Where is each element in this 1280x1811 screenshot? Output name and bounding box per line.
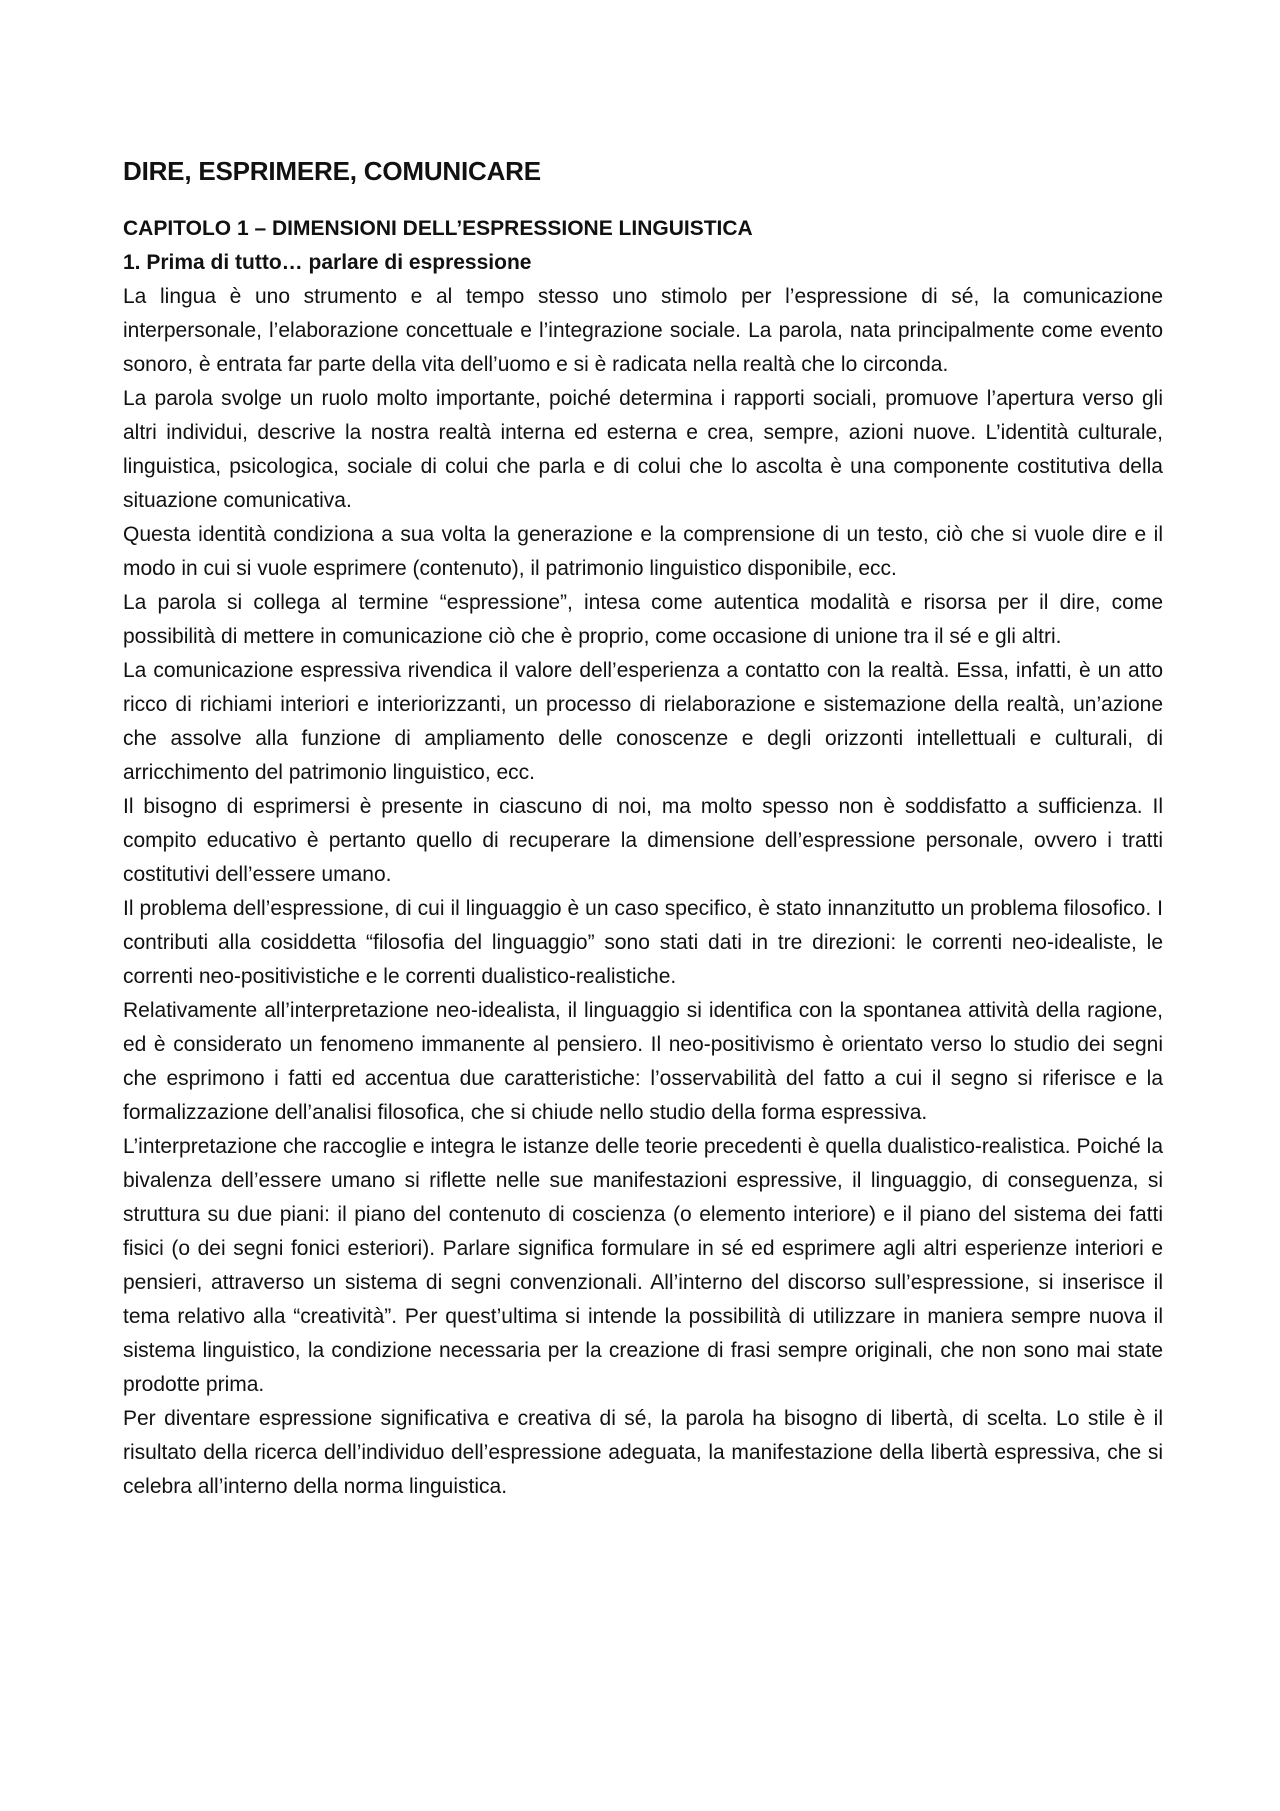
paragraph-4: La parola si collega al termine “espressione”, intesa come autentica modalità e risorsa per il dire, come possibilità di mettere in comunicazione ciò che è proprio, come occasione di unione tra il sé e gli altri. <box>123 591 1163 648</box>
paragraph-9: L’interpretazione che raccoglie e integra le istanze delle teorie precedenti è quella dualistico-realistica. Poiché la bivalenza dell’essere umano si riflette nelle sue manifestazioni espressive, il linguaggio, di conseguenza, si struttura su due piani: il piano del contenuto di coscienza (o elemento interiore) e il piano del sistema dei fatti fisici (o dei segni fonici esteriori). Parlare significa formulare in sé ed esprimere agli altri esperienze interiori e pensieri, attraverso un sistema di segni convenzionali. All’interno del discorso sull’espressione, si inserisce il tema relativo alla “creatività”. Per quest’ultima si intende la possibilità di utilizzare in maniera sempre nuova il sistema linguistico, la condizione necessaria per la creazione di frasi sempre originali, che non sono mai state prodotte prima. <box>123 1135 1163 1396</box>
paragraph-6: Il bisogno di esprimersi è presente in ciascuno di noi, ma molto spesso non è soddisfatto a sufficienza. Il compito educativo è pertanto quello di recuperare la dimensione dell’espressione personale, ovvero i tratti costitutivi dell’essere umano. <box>123 795 1163 886</box>
paragraph-5: La comunicazione espressiva rivendica il valore dell’esperienza a contatto con la realtà. Essa, infatti, è un atto ricco di richiami interiori e interiorizzanti, un processo di rielaborazione e sistemazione della realtà, un’azione che assolve alla funzione di ampliamento delle conoscenze e degli orizzonti intellettuali e culturali, di arricchimento del patrimonio linguistico, ecc. <box>123 659 1163 784</box>
section-title: 1. Prima di tutto… parlare di espressione <box>123 251 532 274</box>
paragraph-10: Per diventare espressione significativa e creativa di sé, la parola ha bisogno di libertà, di scelta. Lo stile è il risultato della ricerca dell’individuo dell’espressione adeguata, la manifestazione della libertà espressiva, che si celebra all’interno della norma linguistica. <box>123 1407 1163 1498</box>
paragraph-2: La parola svolge un ruolo molto importante, poiché determina i rapporti sociali, promuove l’apertura verso gli altri individui, descrive la nostra realtà interna ed esterna e crea, sempre, azioni nuove. L’identità culturale, linguistica, psicologica, sociale di colui che parla e di colui che lo ascolta è una componente costitutiva della situazione comunicativa. <box>123 387 1163 512</box>
paragraph-1: La lingua è uno strumento e al tempo stesso uno stimolo per l’espressione di sé, la comunicazione interpersonale, l’elaborazione concettuale e l’integrazione sociale. La parola, nata principalmente come evento sonoro, è entrata far parte della vita dell’uomo e si è radicata nella realtà che lo circonda. <box>123 285 1163 376</box>
chapter-title: CAPITOLO 1 – DIMENSIONI DELL’ESPRESSIONE LINGUISTICA <box>123 217 753 240</box>
document-title: DIRE, ESPRIMERE, COMUNICARE <box>123 156 541 186</box>
document-page <box>123 154 1163 1504</box>
paragraph-7: Il problema dell’espressione, di cui il linguaggio è un caso specifico, è stato innanzitutto un problema filosofico. I contributi alla cosiddetta “filosofia del linguaggio” sono stati dati in tre direzioni: le correnti neo-idealiste, le correnti neo-positivistiche e le correnti dualistico-realistiche. <box>123 897 1163 988</box>
paragraph-3: Questa identità condiziona a sua volta la generazione e la comprensione di un testo, ciò che si vuole dire e il modo in cui si vuole esprimere (contenuto), il patrimonio linguistico disponibile, ecc. <box>123 523 1163 580</box>
paragraph-8: Relativamente all’interpretazione neo-idealista, il linguaggio si identifica con la spontanea attività della ragione, ed è considerato un fenomeno immanente al pensiero. Il neo-positivismo è orientato verso lo studio dei segni che esprimono i fatti ed accentua due caratteristiche: l’osservabilità del fatto a cui il segno si riferisce e la formalizzazione dell’analisi filosofica, che si chiude nello studio della forma espressiva. <box>123 999 1163 1124</box>
